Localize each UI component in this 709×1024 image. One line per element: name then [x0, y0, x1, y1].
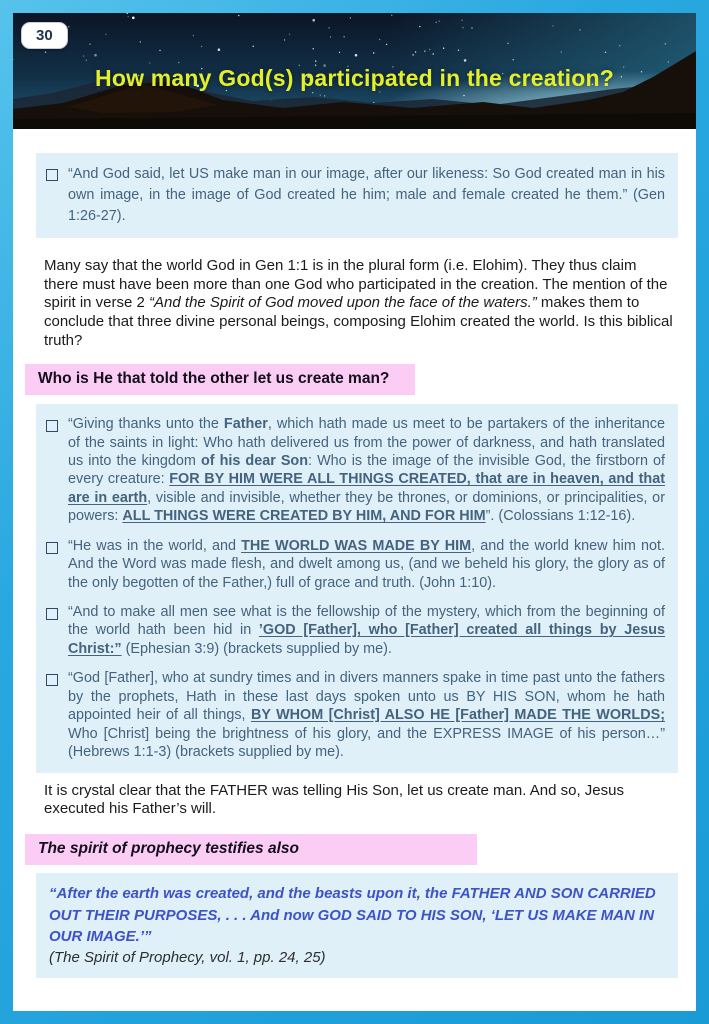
genesis-quote-box: [36, 153, 678, 238]
document-page: [13, 13, 696, 1011]
ephesians-quote-text: “And to make all men see what is the fellowship of the mystery, which from the beginning of the world hath been hid in ’GOD [Father], who [Father] created all things by Jesus Christ:” (Ephesian 3:9) (brackets supplied by me).: [68, 604, 666, 657]
checkbox-bullet-icon: [46, 420, 58, 432]
section-heading-who-told: Who is He that told the other let us create man?: [25, 364, 415, 395]
genesis-quote-text: “And God said, let US make man in our image, after our likeness: So God created man in his own image, in the image of God created he him; male and female created he them.” (Gen 1:26-27).: [68, 166, 665, 224]
sop-citation: (The Spirit of Prophecy, vol. 1, pp. 24, 25): [49, 949, 326, 967]
checkbox-bullet-icon: [46, 674, 58, 686]
quote-item: [46, 537, 665, 592]
spirit-of-prophecy-quote-box: [36, 873, 678, 978]
john-quote-text: “He was in the world, and THE WORLD WAS MADE BY HIM, and the world knew him not. And the Word was made flesh, and dwelt among us, (and we beheld his glory, the glory as of the only begotten of the Father,) full of grace and truth. (John 1:10).: [68, 537, 665, 591]
commentary-paragraph: Many say that the world God in Gen 1:1 is in the plural form (i.e. Elohim). They thus claim there must have been more than one God who participated in the creation. The mention of the spirit in verse 2 “And the Spirit of God moved upon the face of the waters.” makes them to conclude that three divine personal beings, composing Elohim created the world. Is this biblical truth?: [44, 256, 673, 350]
scripture-quotes-box: [36, 404, 678, 772]
section-heading-spirit-of-prophecy: The spirit of prophecy testifies also: [25, 834, 477, 865]
page-title: How many God(s) participated in the creation?: [95, 65, 614, 91]
page-content: [13, 129, 696, 978]
quote-item: [46, 669, 665, 761]
page-number-badge: [21, 22, 68, 49]
checkbox-bullet-icon: [46, 169, 58, 181]
page-number: 30: [36, 27, 53, 44]
quote-item: [46, 415, 665, 526]
colossians-quote-text: “Giving thanks unto the Father, which hath made us meet to be partakers of the inheritance of the saints in light: Who hath delivered us from the power of darkness, and hath translated us into the kingdom of his dear Son: Who is the image of the invisible God, the firstborn of every creature: FOR BY HIM WERE ALL THINGS CREATED, that are in heaven, and that are in earth, visible and invisible, whether they be thrones, or dominions, or principalities, or powers: ALL THINGS WERE CREATED BY HIM, AND FOR HIM”. (Colossians 1:12-16).: [68, 416, 666, 525]
hebrews-quote-text: “God [Father], who at sundry times and in divers manners spake in time past unto the fathers by the prophets, Hath in these last days spoken unto us BY HIS SON, whom he hath appointed heir of all things, BY WHOM [Christ] ALSO HE [Father] MADE THE WORLDS; Who [Christ] being the brightness of his glory, and the EXPRESS IMAGE of his person…” (Hebrews 1:1-3) (brackets supplied by me).: [68, 670, 665, 761]
conclusion-paragraph: It is crystal clear that the FATHER was telling His Son, let us create man. And so, Jesus executed his Father’s will.: [44, 781, 624, 818]
header-banner: [13, 13, 696, 129]
quote-item: [46, 603, 665, 658]
checkbox-bullet-icon: [46, 542, 58, 554]
checkbox-bullet-icon: [46, 608, 58, 620]
quote-item: [46, 164, 665, 227]
sop-quote-text: “After the earth was created, and the beasts upon it, the FATHER AND SON CARRIED OUT THEIR PURPOSES, . . . And now GOD SAID TO HIS SON, ‘LET US MAKE MAN IN OUR IMAGE.’”: [49, 885, 656, 945]
